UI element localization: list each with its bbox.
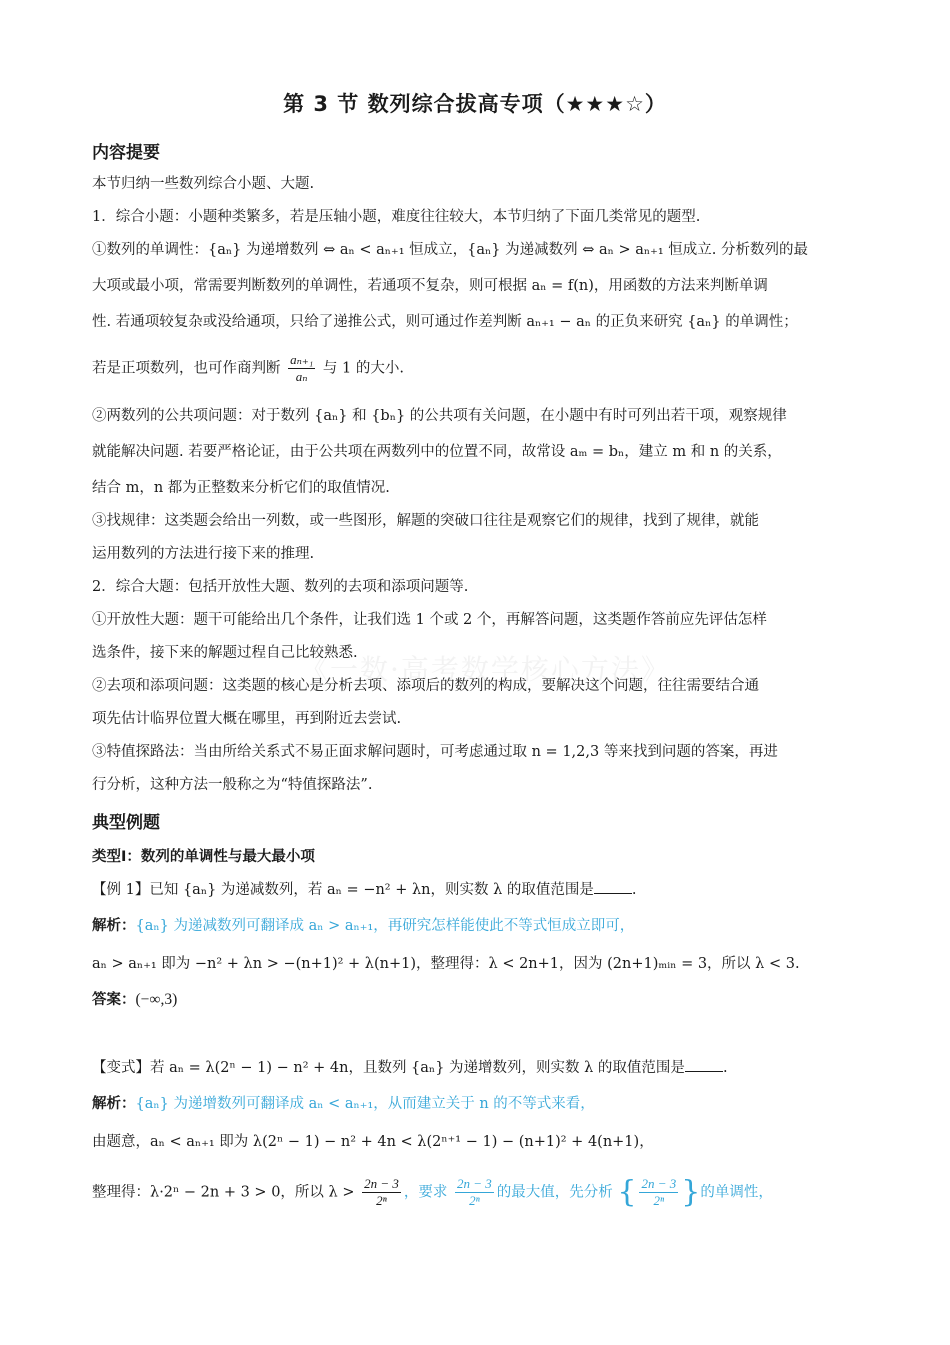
right-brace: } bbox=[681, 1174, 701, 1210]
variant-fraction-1 bbox=[362, 1176, 401, 1209]
example-1-solution bbox=[92, 916, 862, 936]
example-1-question bbox=[92, 880, 862, 900]
intro-paragraph: 本节归纳一些数列综合小题、大题. bbox=[92, 176, 315, 192]
monotonicity-line-2: 大项或最小项，常需要判断数列的单调性，若通项不复杂，则可根据 aₙ = f(n)，用函数的方法来判断单调 bbox=[92, 278, 768, 294]
example-1-answer bbox=[92, 990, 862, 1010]
ratio-text-before: 若是正项数列，也可作商判断 bbox=[92, 360, 281, 377]
variant-hint-2: 的最大值，先分析 bbox=[496, 1184, 613, 1201]
variant-derivation: 由题意，aₙ < aₙ₊₁ 即为 λ(2ⁿ − 1) − n² + 4n < λ(2ⁿ⁺¹ − 1) − (n+1)² + 4(n+1)， bbox=[92, 1134, 654, 1150]
variant-fraction-3-numerator: 2n − 3 bbox=[641, 1176, 677, 1191]
variant-fraction-3-denominator: 2ⁿ bbox=[653, 1193, 665, 1208]
variant-solution bbox=[92, 1094, 862, 1114]
common-terms-line-1: ②两数列的公共项问题：对于数列 {aₙ} 和 {bₙ} 的公共项有关问题，在小题中有时可列出若干项，观察规律 bbox=[92, 408, 787, 424]
variant-conclusion-text: 整理得：λ·2ⁿ − 2n + 3 > 0，所以 λ > bbox=[92, 1184, 355, 1201]
answer-blank bbox=[594, 893, 632, 894]
variant-fraction-2-numerator: 2n − 3 bbox=[456, 1176, 492, 1191]
variant-end: . bbox=[722, 1060, 728, 1076]
example-1-end: . bbox=[631, 882, 637, 898]
type-heading: 类型Ⅰ：数列的单调性与最大最小项 bbox=[92, 849, 315, 865]
page-title: 第 3 节 数列综合拔高专项（★★★☆） bbox=[283, 92, 667, 116]
left-brace: { bbox=[617, 1174, 637, 1210]
paragraph-1: 1．综合小题：小题种类繁多，若是压轴小题，难度往往较大，本节归纳了下面几类常见的题型. bbox=[92, 209, 701, 225]
variant-fraction-1-denominator: 2ⁿ bbox=[376, 1193, 387, 1208]
paragraph-2: 2．综合大题：包括开放性大题、数列的去项和添项问题等. bbox=[92, 579, 469, 595]
common-terms-line-3: 结合 m，n 都为正整数来分析它们的取值情况. bbox=[92, 480, 390, 496]
variant-fraction-2 bbox=[455, 1176, 494, 1209]
answer-value: (−∞,3) bbox=[135, 991, 178, 1008]
ratio-numerator: aₙ₊₁ bbox=[290, 352, 314, 367]
pattern-line-2: 运用数列的方法进行接下来的推理. bbox=[92, 546, 315, 562]
solution-label: 解析： bbox=[92, 918, 136, 934]
variant-text: 【变式】若 aₙ = λ(2ⁿ − 1) − n² + 4n，且数列 {aₙ} 为递增数列，则实数 λ 的取值范围是 bbox=[92, 1060, 685, 1076]
variant-hint-1: ，要求 bbox=[403, 1184, 448, 1201]
variant-question bbox=[92, 1058, 862, 1078]
variant-fraction-1-numerator: 2n − 3 bbox=[364, 1176, 399, 1191]
special-value-line-2: 行分析，这种方法一般称之为“特值探路法”. bbox=[92, 777, 373, 793]
open-question-line-1: ①开放性大题：题干可能给出几个条件，让我们选 1 个或 2 个，再解答问题，这类题作答前应先评估怎样 bbox=[92, 612, 767, 628]
variant-solution-hint: {aₙ} 为递增数列可翻译成 aₙ < aₙ₊₁，从而建立关于 n 的不等式来看， bbox=[135, 1096, 595, 1112]
answer-label: 答案： bbox=[92, 992, 136, 1008]
variant-hint-3: 的单调性， bbox=[700, 1184, 773, 1201]
variant-fraction-2-denominator: 2ⁿ bbox=[469, 1193, 480, 1208]
watermark: 《一数·高考数学核心方法》 bbox=[300, 653, 671, 686]
section-heading-summary: 内容提要 bbox=[92, 143, 160, 163]
monotonicity-line-3: 性. 若通项较复杂或没给通项，只给了递推公式，则可通过作差判断 aₙ₊₁ − aₙ 的正负来研究 {aₙ} 的单调性； bbox=[92, 314, 798, 330]
solution-hint: {aₙ} 为递减数列可翻译成 aₙ > aₙ₊₁，再研究怎样能使此不等式恒成立即可， bbox=[135, 918, 635, 934]
ratio-denominator: aₙ bbox=[295, 369, 308, 384]
variant-conclusion bbox=[92, 1176, 862, 1209]
remove-add-line-1: ②去项和添项问题：这类题的核心是分析去项、添项后的数列的构成，要解决这个问题，往往需要结合通 bbox=[92, 678, 759, 694]
monotonicity-line-1: ①数列的单调性：{aₙ} 为递增数列 ⇔ aₙ < aₙ₊₁ 恒成立，{aₙ} 为递减数列 ⇔ aₙ > aₙ₊₁ 恒成立. 分析数列的最 bbox=[92, 242, 808, 258]
common-terms-line-2: 就能解决问题. 若要严格论证，由于公共项在两数列中的位置不同，故常设 aₘ = bₙ，建立 m 和 n 的关系， bbox=[92, 444, 782, 460]
remove-add-line-2: 项先估计临界位置大概在哪里，再到附近去尝试. bbox=[92, 711, 402, 727]
variant-solution-label: 解析： bbox=[92, 1096, 136, 1112]
variant-fraction-3 bbox=[639, 1176, 678, 1209]
monotonicity-line-4 bbox=[92, 352, 862, 385]
example-1-derivation: aₙ > aₙ₊₁ 即为 −n² + λn > −(n+1)² + λ(n+1)，整理得：λ < 2n+1，因为 (2n+1)ₘᵢₙ = 3，所以 λ < 3. bbox=[92, 956, 800, 972]
example-1-text: 【例 1】已知 {aₙ} 为递减数列，若 aₙ = −n² + λn，则实数 λ 的取值范围是 bbox=[92, 882, 594, 898]
special-value-line-1: ③特值探路法：当由所给关系式不易正面求解问题时，可考虑通过取 n = 1,2,3 等来找到问题的答案，再进 bbox=[92, 744, 778, 760]
open-question-line-2: 选条件，接下来的解题过程自己比较熟悉. bbox=[92, 645, 358, 661]
ratio-fraction bbox=[288, 352, 315, 385]
ratio-text-after: 与 1 的大小. bbox=[322, 360, 404, 377]
pattern-line-1: ③找规律：这类题会给出一列数，或一些图形，解题的突破口往往是观察它们的规律，找到了规律，就能 bbox=[92, 513, 759, 529]
section-heading-examples: 典型例题 bbox=[92, 813, 160, 833]
variant-answer-blank bbox=[685, 1071, 723, 1072]
